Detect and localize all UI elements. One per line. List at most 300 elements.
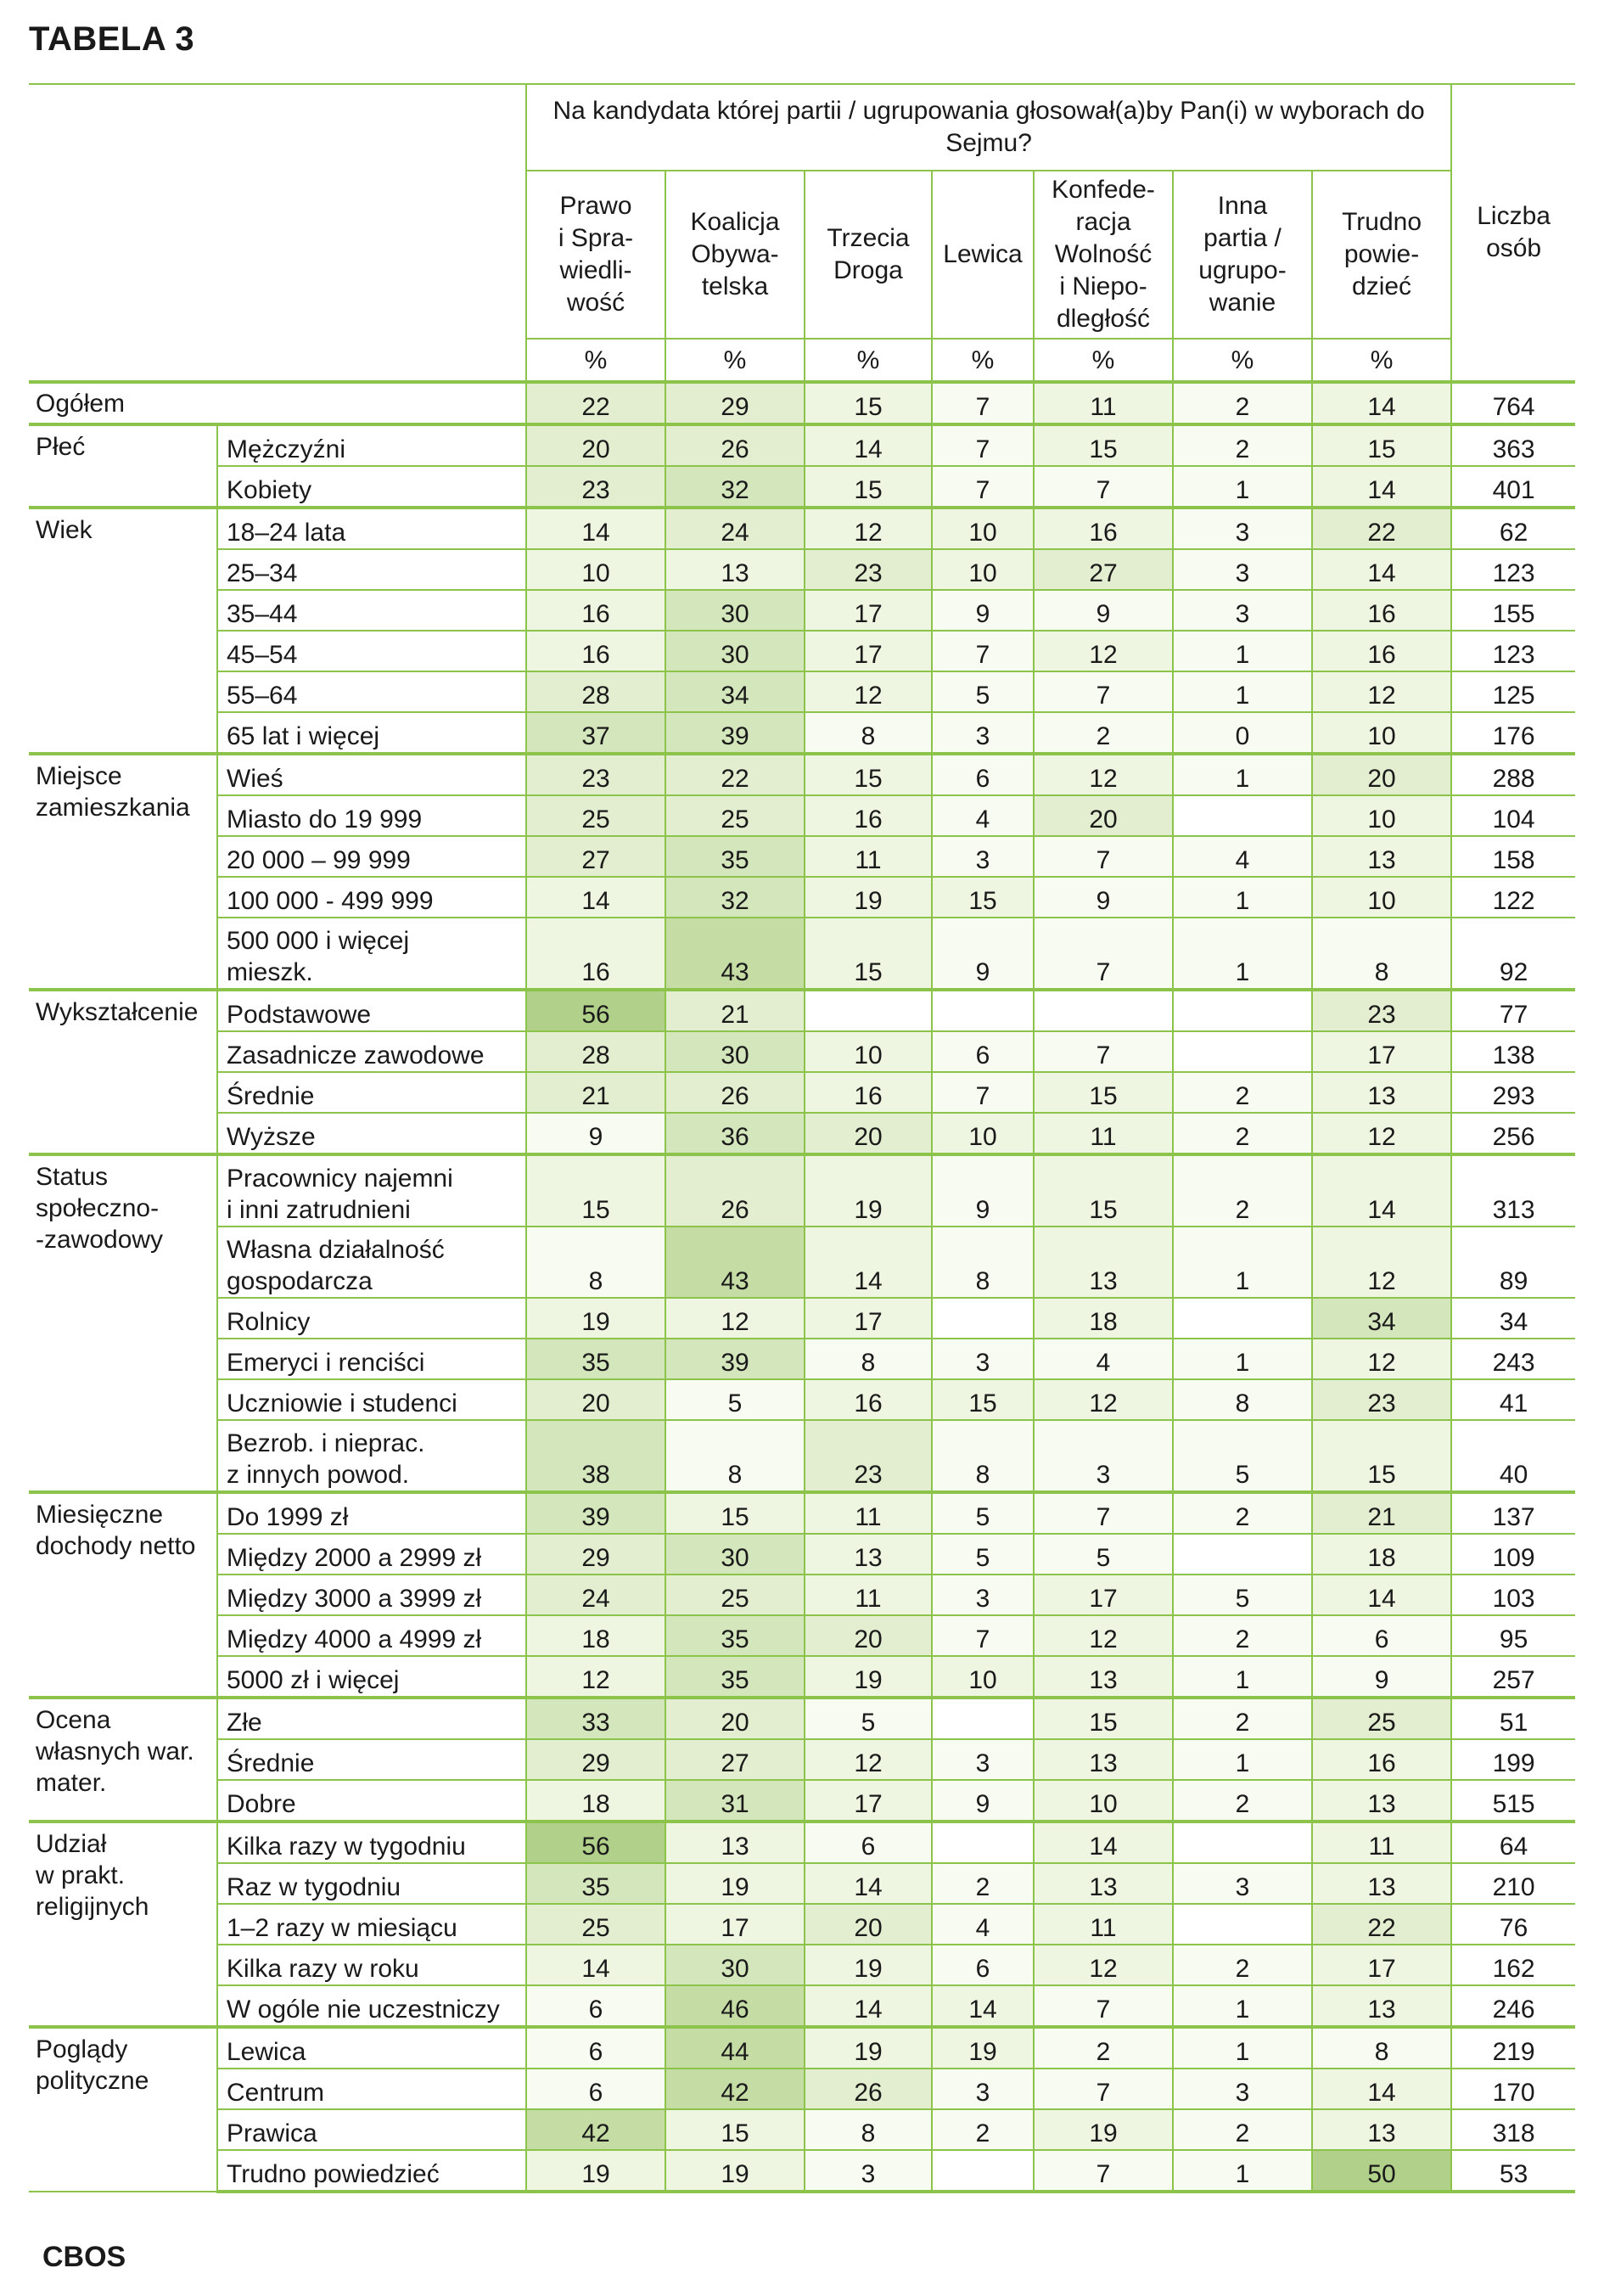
percent-cell: 13	[1312, 1985, 1451, 2027]
table-row	[29, 990, 1575, 1031]
percent-cell: 19	[1034, 2109, 1173, 2150]
percent-cell: 4	[1034, 1339, 1173, 1379]
count-cell: 176	[1451, 712, 1575, 754]
label-line: Raz w tygodniu	[227, 1873, 401, 1901]
count-cell: 76	[1451, 1904, 1575, 1945]
percent-cell: 1	[1173, 1227, 1312, 1298]
percent-cell: 56	[526, 1822, 665, 1863]
percent-cell: 3	[1173, 2069, 1312, 2109]
label-line: Kilka razy w tygodniu	[227, 1833, 466, 1861]
count-cell: 53	[1451, 2150, 1575, 2192]
table-row	[29, 1072, 1575, 1113]
label-line: 35–44	[227, 600, 298, 628]
count-cell: 41	[1451, 1379, 1575, 1420]
source-label: CBOS	[42, 2241, 126, 2273]
party-header	[932, 171, 1034, 339]
label-line: Średnie	[227, 1082, 315, 1110]
percent-cell	[1034, 990, 1173, 1031]
percent-cell: 3	[1034, 1420, 1173, 1492]
label-line: 1–2 razy w miesiącu	[227, 1914, 457, 1942]
percent-cell: 0	[1173, 712, 1312, 754]
count-cell: 256	[1451, 1113, 1575, 1154]
label-line: Koalicja	[690, 208, 780, 236]
percent-cell: 14	[805, 1863, 932, 1904]
percent-cell: 1	[1173, 1656, 1312, 1698]
count-cell: 318	[1451, 2109, 1575, 2150]
percent-cell: 15	[1034, 424, 1173, 466]
percent-cell: 35	[665, 1656, 805, 1698]
percent-cell	[1173, 1904, 1312, 1945]
percent-cell: 39	[665, 712, 805, 754]
percent-cell: 15	[1034, 1072, 1173, 1113]
percent-cell: 1	[1173, 918, 1312, 990]
label-line: dległość	[1056, 305, 1151, 333]
percent-cell: 14	[932, 1985, 1034, 2027]
percent-cell: 28	[526, 1031, 665, 1072]
label-line: i inni zatrudnieni	[227, 1196, 411, 1224]
category-label	[217, 754, 526, 795]
label-line: Wykształcenie	[36, 998, 199, 1026]
table-row	[29, 1534, 1575, 1575]
label-line: Wolność	[1054, 240, 1153, 268]
percent-cell: 50	[1312, 2150, 1451, 2192]
percent-cell: 6	[932, 1031, 1034, 1072]
percent-cell: 20	[805, 1113, 932, 1154]
label-line: Centrum	[227, 2079, 325, 2107]
percent-cell: 19	[932, 2027, 1034, 2069]
percent-cell: 10	[1312, 795, 1451, 836]
percent-cell: 17	[665, 1904, 805, 1945]
label-line: Średnie	[227, 1749, 315, 1777]
percent-cell: 35	[665, 1615, 805, 1656]
percent-cell: 23	[1312, 990, 1451, 1031]
percent-cell: 23	[526, 466, 665, 508]
count-cell: 162	[1451, 1945, 1575, 1985]
category-label	[217, 590, 526, 631]
table-row	[29, 1492, 1575, 1534]
percent-cell: 6	[526, 1985, 665, 2027]
percent-cell: 17	[805, 1298, 932, 1339]
group-label	[29, 1698, 217, 1822]
table-row	[29, 1739, 1575, 1780]
percent-cell: 7	[1034, 836, 1173, 877]
label-line: zamieszkania	[36, 794, 190, 822]
category-label	[217, 1575, 526, 1615]
corner-cell	[29, 84, 526, 171]
percent-cell: 14	[1312, 1575, 1451, 1615]
percent-cell: 30	[665, 1534, 805, 1575]
label-line: Rolnicy	[227, 1308, 311, 1336]
label-line: Uczniowie i studenci	[227, 1389, 457, 1417]
percent-cell: 1	[1173, 2150, 1312, 2192]
percent-cell: 33	[526, 1698, 665, 1739]
percent-cell: 23	[805, 1420, 932, 1492]
label-line: Złe	[227, 1709, 262, 1737]
percent-cell: 26	[665, 1154, 805, 1227]
percent-cell: 46	[665, 1985, 805, 2027]
percent-cell: 1	[1173, 1985, 1312, 2027]
category-label	[217, 1985, 526, 2027]
label-line: Wyższe	[227, 1123, 316, 1151]
percent-cell: 5	[1034, 1534, 1173, 1575]
percent-cell: 16	[526, 918, 665, 990]
percent-cell: 3	[805, 2150, 932, 2192]
percent-cell	[1173, 1298, 1312, 1339]
percent-cell	[932, 1822, 1034, 1863]
percent-cell: 1	[1173, 877, 1312, 918]
count-cell: 92	[1451, 918, 1575, 990]
percent-cell: 22	[1312, 508, 1451, 549]
label-line: 20 000 – 99 999	[227, 846, 411, 874]
label-line: Bezrob. i nieprac.	[227, 1429, 425, 1457]
percent-cell: 17	[1312, 1945, 1451, 1985]
percent-cell: 3	[932, 836, 1034, 877]
percent-cell: 13	[1034, 1227, 1173, 1298]
percent-cell: 14	[1312, 466, 1451, 508]
percent-cell: 18	[1034, 1298, 1173, 1339]
label-line: własnych war.	[36, 1737, 194, 1766]
percent-cell: 32	[665, 877, 805, 918]
label-line: społeczno-	[36, 1194, 160, 1222]
percent-cell: 2	[932, 2109, 1034, 2150]
label-line: 25–34	[227, 559, 298, 587]
percent-cell: 8	[1312, 918, 1451, 990]
label-line: Podstawowe	[227, 1001, 372, 1029]
percent-cell: 16	[1312, 590, 1451, 631]
header-row-units	[29, 339, 1575, 382]
percent-cell: 16	[805, 1379, 932, 1420]
category-label	[217, 990, 526, 1031]
percent-cell: 30	[665, 631, 805, 671]
percent-cell: 16	[1312, 631, 1451, 671]
label-line: telska	[701, 272, 769, 300]
percent-cell: 19	[805, 877, 932, 918]
percent-unit: %	[526, 339, 665, 382]
percent-cell: 3	[932, 2069, 1034, 2109]
label-line: Własna działalność	[227, 1236, 445, 1264]
percent-cell: 8	[932, 1227, 1034, 1298]
percent-cell	[1173, 990, 1312, 1031]
percent-cell: 44	[665, 2027, 805, 2069]
percent-cell: 20	[526, 424, 665, 466]
label-line: Trzecia	[827, 224, 910, 252]
label-line: ugrupo-	[1198, 256, 1287, 284]
percent-cell: 26	[665, 1072, 805, 1113]
percent-cell: 19	[805, 1154, 932, 1227]
header-row-parties	[29, 171, 1575, 339]
category-label	[217, 2027, 526, 2069]
percent-cell: 6	[526, 2069, 665, 2109]
label-line: Kilka razy w roku	[227, 1955, 419, 1983]
label-line: Do 1999 zł	[227, 1503, 349, 1531]
percent-cell: 12	[1312, 1339, 1451, 1379]
percent-cell: 8	[805, 1339, 932, 1379]
table-row	[29, 1863, 1575, 1904]
percent-cell: 14	[805, 424, 932, 466]
percent-cell: 2	[1173, 2109, 1312, 2150]
label-line: 18–24 lata	[227, 519, 346, 547]
category-label	[217, 1420, 526, 1492]
percent-cell: 5	[932, 671, 1034, 712]
percent-cell: 2	[1034, 2027, 1173, 2069]
percent-cell: 9	[932, 918, 1034, 990]
table-row	[29, 1985, 1575, 2027]
percent-cell: 56	[526, 990, 665, 1031]
count-cell: 89	[1451, 1227, 1575, 1298]
table-row	[29, 712, 1575, 754]
percent-cell: 15	[805, 382, 932, 424]
percent-cell: 1	[1173, 1739, 1312, 1780]
percent-cell: 19	[665, 2150, 805, 2192]
percent-cell: 13	[1312, 1863, 1451, 1904]
percent-cell: 35	[526, 1863, 665, 1904]
category-label	[217, 1339, 526, 1379]
percent-cell: 8	[805, 712, 932, 754]
label-line: gospodarcza	[227, 1267, 373, 1295]
percent-cell: 36	[665, 1113, 805, 1154]
table-row	[29, 1615, 1575, 1656]
percent-cell: 15	[665, 1492, 805, 1534]
percent-cell	[932, 990, 1034, 1031]
count-cell: 158	[1451, 836, 1575, 877]
percent-cell: 2	[1034, 712, 1173, 754]
percent-cell: 10	[526, 549, 665, 590]
table-row	[29, 1379, 1575, 1420]
group-label	[29, 754, 217, 990]
percent-cell: 28	[526, 671, 665, 712]
category-label	[217, 877, 526, 918]
percent-cell: 16	[1034, 508, 1173, 549]
percent-cell: 17	[1312, 1031, 1451, 1072]
count-cell: 199	[1451, 1739, 1575, 1780]
percent-cell: 20	[805, 1615, 932, 1656]
table-row	[29, 1945, 1575, 1985]
label-line: W ogóle nie uczestniczy	[227, 1996, 500, 2024]
percent-cell: 7	[1034, 466, 1173, 508]
table-row	[29, 754, 1575, 795]
category-label	[217, 1822, 526, 1863]
percent-cell: 3	[1173, 590, 1312, 631]
group-label	[29, 424, 217, 508]
group-label	[29, 1492, 217, 1698]
label-line: Płeć	[36, 433, 86, 461]
count-cell: 109	[1451, 1534, 1575, 1575]
percent-cell: 23	[805, 549, 932, 590]
percent-cell: 19	[526, 1298, 665, 1339]
percent-cell: 7	[1034, 2150, 1173, 2192]
category-label	[217, 1945, 526, 1985]
label-line: Między 4000 a 4999 zł	[227, 1625, 482, 1653]
percent-cell: 20	[1312, 754, 1451, 795]
percent-cell: 2	[1173, 1072, 1312, 1113]
percent-cell: 14	[526, 877, 665, 918]
label-line: Wiek	[36, 516, 93, 544]
percent-cell: 13	[1312, 2109, 1451, 2150]
category-label	[217, 1379, 526, 1420]
table-row	[29, 2069, 1575, 2109]
percent-cell: 11	[805, 836, 932, 877]
percent-cell: 17	[805, 631, 932, 671]
count-cell: 313	[1451, 1154, 1575, 1227]
count-cell: 34	[1451, 1298, 1575, 1339]
label-line: Konfede-	[1052, 176, 1155, 204]
percent-cell: 14	[1312, 382, 1451, 424]
percent-cell: 25	[526, 795, 665, 836]
percent-unit: %	[1173, 339, 1312, 382]
percent-cell	[805, 990, 932, 1031]
percent-cell: 1	[1173, 671, 1312, 712]
percent-cell: 10	[932, 549, 1034, 590]
count-cell: 122	[1451, 877, 1575, 918]
percent-cell: 7	[932, 424, 1034, 466]
percent-cell: 7	[1034, 918, 1173, 990]
percent-cell: 11	[1034, 1904, 1173, 1945]
percent-cell: 31	[665, 1780, 805, 1822]
label-line: Dobre	[227, 1790, 296, 1818]
group-label	[29, 2027, 217, 2192]
percent-cell: 7	[932, 1615, 1034, 1656]
label-line: dzieć	[1352, 272, 1412, 300]
label-line: Między 3000 a 3999 zł	[227, 1585, 482, 1613]
label-line: wanie	[1209, 289, 1276, 317]
category-label	[217, 549, 526, 590]
percent-cell: 10	[932, 1656, 1034, 1698]
percent-cell: 13	[1034, 1656, 1173, 1698]
percent-cell: 2	[1173, 1945, 1312, 1985]
percent-cell: 10	[932, 1113, 1034, 1154]
label-line: Emeryci i renciści	[227, 1349, 425, 1377]
percent-cell: 25	[1312, 1698, 1451, 1739]
count-cell: 246	[1451, 1985, 1575, 2027]
percent-cell: 2	[1173, 382, 1312, 424]
percent-cell: 14	[1312, 1154, 1451, 1227]
data-table	[29, 83, 1575, 2193]
category-label	[217, 1534, 526, 1575]
category-label	[217, 1154, 526, 1227]
percent-cell: 37	[526, 712, 665, 754]
percent-cell: 19	[665, 1863, 805, 1904]
percent-cell: 1	[1173, 754, 1312, 795]
category-label	[217, 1298, 526, 1339]
percent-cell: 3	[932, 712, 1034, 754]
label-line: 100 000 - 499 999	[227, 887, 434, 915]
label-line: -zawodowy	[36, 1226, 164, 1254]
percent-cell: 6	[526, 2027, 665, 2069]
category-label	[217, 631, 526, 671]
category-label	[217, 1615, 526, 1656]
percent-cell: 4	[932, 1904, 1034, 1945]
percent-cell: 8	[526, 1227, 665, 1298]
question-header: Na kandydata której partii / ugrupowania głosował(a)by Pan(i) w wyborach do Sejmu?	[526, 84, 1451, 171]
percent-cell: 19	[526, 2150, 665, 2192]
percent-cell: 3	[1173, 508, 1312, 549]
label-line: Miesięczne	[36, 1501, 164, 1529]
percent-cell: 7	[1034, 1985, 1173, 2027]
label-line: Zasadnicze zawodowe	[227, 1041, 485, 1069]
percent-cell: 3	[1173, 1863, 1312, 1904]
percent-cell: 22	[526, 382, 665, 424]
count-cell: 77	[1451, 990, 1575, 1031]
label-line: Liczba	[1477, 202, 1551, 230]
percent-cell: 13	[805, 1534, 932, 1575]
label-line: Mężczyźni	[227, 435, 346, 463]
percent-cell: 7	[932, 466, 1034, 508]
count-cell: 125	[1451, 671, 1575, 712]
percent-cell	[1173, 1534, 1312, 1575]
percent-cell: 7	[1034, 671, 1173, 712]
percent-cell: 13	[1312, 1072, 1451, 1113]
percent-cell: 14	[1312, 2069, 1451, 2109]
table-row	[29, 877, 1575, 918]
percent-cell: 32	[665, 466, 805, 508]
percent-cell: 20	[805, 1904, 932, 1945]
percent-cell: 2	[1173, 1698, 1312, 1739]
category-label	[217, 1113, 526, 1154]
category-label	[217, 2069, 526, 2109]
percent-cell: 34	[665, 671, 805, 712]
category-label	[217, 1227, 526, 1298]
count-cell: 764	[1451, 382, 1575, 424]
label-line: 500 000 i więcej	[227, 927, 410, 955]
label-line: 5000 zł i więcej	[227, 1666, 400, 1694]
percent-cell: 15	[665, 2109, 805, 2150]
count-cell: 40	[1451, 1420, 1575, 1492]
category-label	[217, 1863, 526, 1904]
percent-cell: 1	[1173, 2027, 1312, 2069]
percent-cell: 7	[1034, 1031, 1173, 1072]
percent-cell: 17	[805, 590, 932, 631]
label-line: Między 2000 a 2999 zł	[227, 1544, 482, 1572]
count-cell: 288	[1451, 754, 1575, 795]
percent-cell: 16	[805, 1072, 932, 1113]
percent-cell: 2	[1173, 1780, 1312, 1822]
table-row	[29, 1656, 1575, 1698]
count-cell: 51	[1451, 1698, 1575, 1739]
category-label	[217, 2150, 526, 2192]
table-row	[29, 590, 1575, 631]
label-line: wiedli-	[559, 256, 632, 284]
category-label	[217, 1492, 526, 1534]
percent-cell: 16	[805, 795, 932, 836]
table-row	[29, 795, 1575, 836]
percent-cell: 15	[1034, 1154, 1173, 1227]
percent-cell: 12	[1034, 1945, 1173, 1985]
percent-cell: 27	[1034, 549, 1173, 590]
percent-cell: 13	[1312, 836, 1451, 877]
percent-cell: 8	[805, 2109, 932, 2150]
count-cell: 219	[1451, 2027, 1575, 2069]
category-label	[217, 671, 526, 712]
category-label	[217, 712, 526, 754]
percent-cell: 3	[932, 1339, 1034, 1379]
label-line: Inna	[1217, 192, 1268, 220]
table-row	[29, 918, 1575, 990]
table-row	[29, 1904, 1575, 1945]
table-row	[29, 1154, 1575, 1227]
label-line: Miasto do 19 999	[227, 806, 423, 834]
percent-cell	[932, 1698, 1034, 1739]
percent-cell: 12	[1034, 754, 1173, 795]
table-row	[29, 2109, 1575, 2150]
percent-cell: 29	[526, 1739, 665, 1780]
percent-cell: 5	[665, 1379, 805, 1420]
label-line: 45–54	[227, 641, 298, 669]
label-line: mieszk.	[227, 958, 313, 986]
label-line: Miejsce	[36, 762, 122, 790]
category-label	[217, 424, 526, 466]
header-row-question	[29, 84, 1575, 171]
percent-cell: 9	[932, 1780, 1034, 1822]
